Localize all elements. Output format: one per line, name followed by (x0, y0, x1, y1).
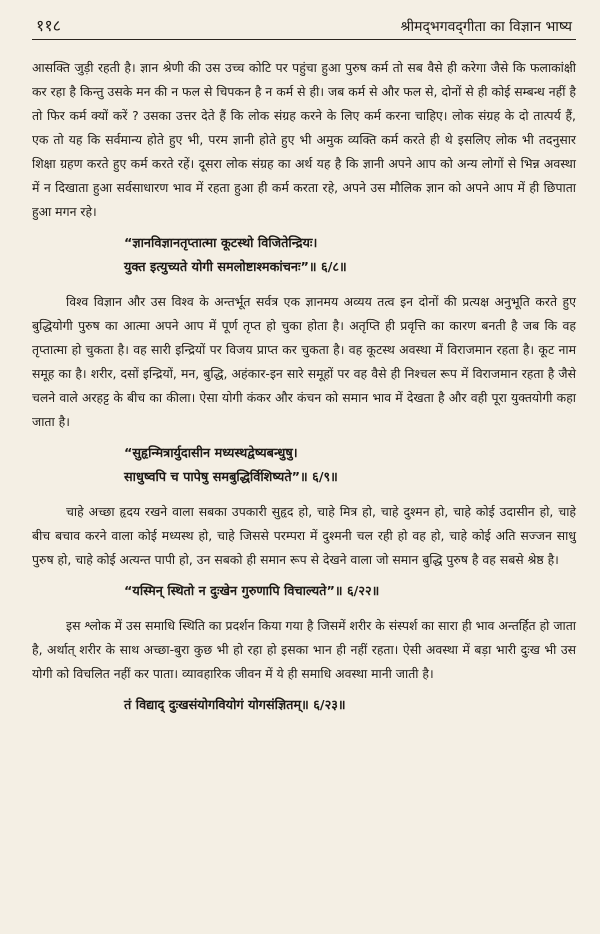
verse-6-22 (124, 580, 576, 604)
page-number: ११८ (36, 16, 61, 35)
verse-6-23 (124, 694, 576, 718)
verse-line: साधुष्वपि च पापेषु समबुद्धिर्विशिष्यते”॥ ६/९॥ (124, 470, 338, 485)
verse-line: “यस्मिन् स्थितो न दुःखेन गुरुणापि विचाल्यते”॥ ६/२२॥ (124, 584, 380, 599)
paragraph-3: चाहे अच्छा हृदय रखने वाला सबका उपकारी सुहृद हो, चाहे मित्र हो, चाहे दुश्मन हो, चाहे कोई उदासीन हो, चाहे बीच बचाव करने वाला कोई मध्यस्थ हो, चाहे जिससे परम्परा में दुश्मनी चल रही हो वह हो, चाहे कोई अति सज्जन साधु पुरुष हो, चाहे कोई अत्यन्त पापी हो, उन सबको ही समान रूप से देखने वाला जो समान बुद्धि पुरुष है वह सबसे श्रेष्ठ है। (32, 504, 576, 567)
verse-6-8 (124, 232, 576, 280)
page-header (32, 0, 576, 40)
verse-line: “सुहृन्मित्रार्युदासीन मध्यस्थद्वेष्यबन्धुषु। (124, 446, 298, 461)
verse-line: तं विद्याद् दुःखसंयोगवियोगं योगसंज्ञितम्॥ ६/२३॥ (124, 698, 346, 713)
verse-line: “ज्ञानविज्ञानतृप्तात्मा कूटस्थो विजितेन्द्रियः। (124, 236, 318, 251)
verse-6-9 (124, 442, 576, 490)
verse-line: युक्त इत्युच्यते योगी समलोष्टाश्मकांचनः”॥ ६/८॥ (124, 260, 347, 275)
paragraph-4: इस श्लोक में उस समाधि स्थिति का प्रदर्शन किया गया है जिसमें शरीर के संस्पर्श का सारा ही भाव अन्तर्हित हो जाता है, अर्थात् शरीर के साथ अच्छा-बुरा कुछ भी हो रहा हो इसका भान ही नहीं रहता। ऐसी अवस्था में बड़ा भारी दुःख भी उस योगी को विचलित नहीं कर पाता। व्यावहारिक जीवन में ये ही समाधि अवस्था मानी जाती है। (32, 618, 576, 681)
paragraph-2: विश्व विज्ञान और उस विश्व के अन्तर्भूत सर्वत्र एक ज्ञानमय अव्यय तत्व इन दोनों की प्रत्यक्ष अनुभूति करते हुए बुद्धियोगी पुरुष का आत्मा अपने आप में पूर्ण तृप्त हो चुका होता है। अतृप्ति ही प्रवृत्ति का कारण बनती है जब कि वह तृप्तात्मा हो चुकता है। वह सारी इन्द्रियों पर विजय प्राप्त कर चुकता है। वह कूटस्थ अवस्था में विराजमान रहता है। कूट नाम समूह का है। शरीर, दसों इन्द्रियों, मन, बुद्धि, अहंकार-इन सारे समूहों पर वह वैसे ही निश्चल रूप में विराजमान रहता है जैसे चलने वाले अरहट्ट के बीच का कीला। ऐसा योगी कंकर और कंचन को समान भाव में देखता है और वही पूरा युक्तयोगी कहा जाता है। (32, 294, 576, 429)
running-title: श्रीमद्‌भगवद्‌गीता का विज्ञान भाष्य (400, 19, 572, 35)
paragraph-1: आसक्ति जुड़ी रहती है। ज्ञान श्रेणी की उस उच्च कोटि पर पहुंचा हुआ पुरुष कर्म तो सब वैसे ही करेगा जैसे कि फलाकांक्षी कर रहा है किन्तु उसके मन की न फल से चिपकन है न कर्म से ही। जब कर्म से और फल से, दोनों से ही कोई सम्बन्ध नहीं है तो फिर कर्म क्यों करें ? उसका उत्तर देते हैं कि लोक संग्रह करने के लिए कर्म करना चाहिए। लोक संग्रह के दो तात्पर्य हैं, एक तो यह कि सर्वमान्य होते हुए भी, परम ज्ञानी होते हुए भी अमुक व्यक्ति कर्म करते ही थे इसलिए लोक भी तदनुसार शिक्षा ग्रहण करते हुए कर्म करते रहें। दूसरा लोक संग्रह का अर्थ यह है कि ज्ञानी अपने आप को अन्य लोगों से भिन्न अवस्था में न दिखाता हुआ सर्वसाधारण भाव में रहता हुआ ही कर्म करता रहे, अपने उस मौलिक ज्ञान को अपने आप में ही छिपाता हुआ मगन रहे। (32, 60, 576, 219)
